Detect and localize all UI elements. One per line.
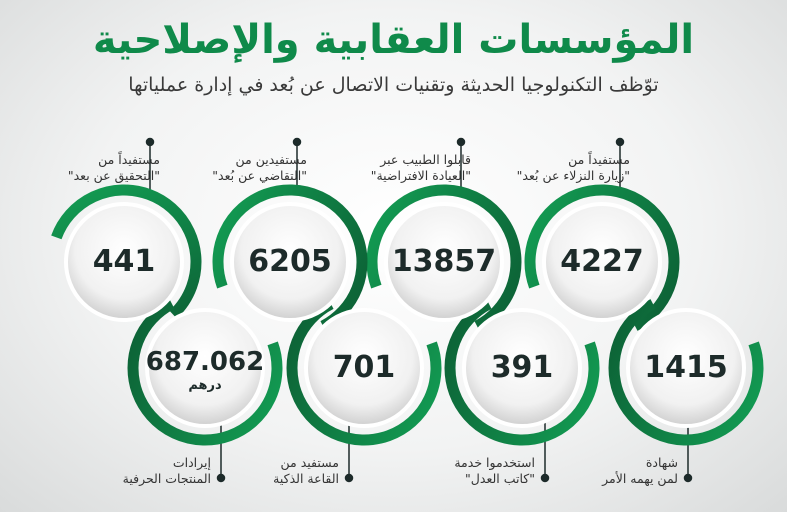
label-virtual-clinic: قابلوا الطبيب عبر "العيادة الافتراضية"	[370, 152, 471, 183]
stat-value-certificates: 1415	[644, 350, 728, 385]
page-subtitle: توّظف التكنولوجيا الحديثة وتقنيات الاتصال عن بُعد في إدارة عملياتها	[128, 74, 659, 96]
currency-unit: درهم	[188, 378, 222, 393]
label-remote-investigation: مستفيداً من "التحقيق عن بعد"	[67, 152, 160, 183]
page-title: المؤسسات العقابية والإصلاحية	[92, 17, 695, 63]
label-smart-hall: مستفيد من القاعة الذكية	[273, 455, 339, 486]
stat-value-smart-hall: 701	[332, 350, 396, 385]
stat-value-virtual-clinic: 13857	[391, 244, 497, 279]
stat-value-crafts-revenue: 687.062 درهم	[145, 347, 265, 393]
stat-value-remote-investigation: 441	[92, 244, 156, 279]
label-crafts-revenue: إيرادات المنتجات الحرفية	[122, 455, 211, 486]
stat-value-remote-litigation: 6205	[248, 244, 332, 279]
label-remote-litigation: مستفيدين من "التقاضي عن بُعد"	[212, 152, 307, 183]
stat-value-remote-visits: 4227	[560, 244, 644, 279]
stat-value-notary: 391	[490, 350, 554, 385]
label-remote-visits: مستفيداً من "زيارة النزلاء عن بُعد"	[516, 152, 630, 183]
label-notary: استخدموا خدمة "كاتب العدل"	[454, 455, 535, 486]
label-certificates: شهادة لمن يهمه الأمر	[602, 455, 678, 486]
